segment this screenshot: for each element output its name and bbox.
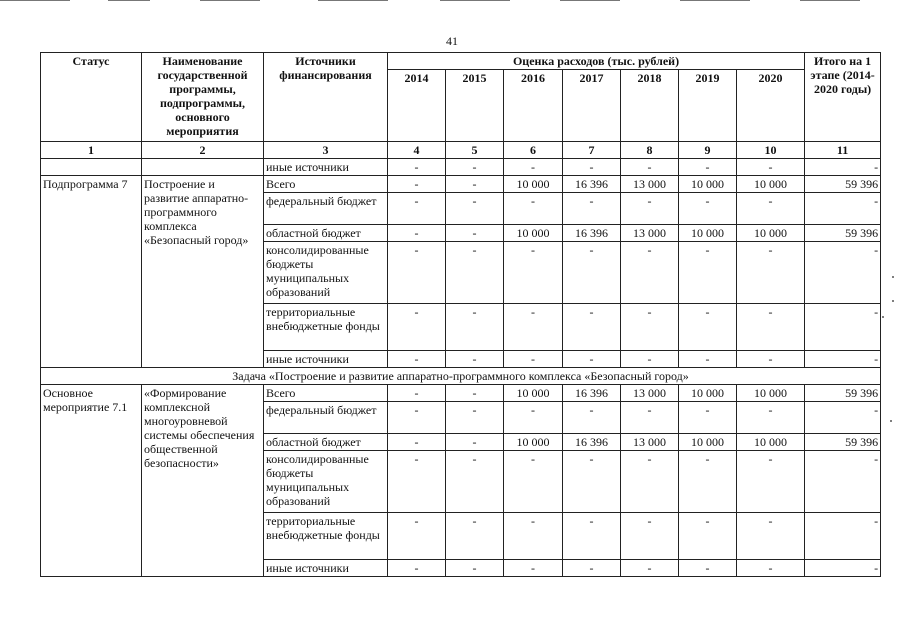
main-event-name: «Формирование комплексной многоуровневой системы обеспечения общественной безопасности» xyxy=(142,385,264,577)
value-cell: - xyxy=(446,385,504,402)
value-cell: - xyxy=(563,242,621,304)
total-cell: - xyxy=(805,451,881,513)
program-name-cell xyxy=(142,159,264,176)
scan-edge-line xyxy=(680,0,750,1)
value-cell: - xyxy=(563,193,621,225)
value-cell: - xyxy=(446,176,504,193)
scan-edge-line xyxy=(108,0,150,1)
value-cell: - xyxy=(563,304,621,351)
table-row xyxy=(41,176,881,193)
source-cell: областной бюджет xyxy=(264,225,388,242)
value-cell: - xyxy=(621,304,679,351)
value-cell: 10 000 xyxy=(679,225,737,242)
value-cell: 10 000 xyxy=(737,176,805,193)
value-cell: - xyxy=(621,451,679,513)
total-cell: - xyxy=(805,402,881,434)
subprogram-status: Подпрограмма 7 xyxy=(41,176,142,368)
header-row xyxy=(41,53,881,70)
header-program-name: Наименование государственной программы, подпрограммы, основного мероприятия xyxy=(142,53,264,142)
total-cell: - xyxy=(805,560,881,577)
value-cell: 10 000 xyxy=(737,434,805,451)
value-cell: - xyxy=(621,242,679,304)
value-cell: - xyxy=(446,434,504,451)
scan-edge-line xyxy=(318,0,388,1)
value-cell: - xyxy=(388,304,446,351)
value-cell: - xyxy=(737,351,805,368)
value-cell: 10 000 xyxy=(504,434,563,451)
total-cell: 59 396 xyxy=(805,176,881,193)
value-cell: - xyxy=(446,560,504,577)
source-cell: областной бюджет xyxy=(264,434,388,451)
column-number: 10 xyxy=(737,142,805,159)
status-cell xyxy=(41,159,142,176)
value-cell: - xyxy=(388,402,446,434)
value-cell: - xyxy=(504,451,563,513)
value-cell: - xyxy=(679,193,737,225)
value-cell: 10 000 xyxy=(679,385,737,402)
value-cell: 13 000 xyxy=(621,225,679,242)
header-year: 2019 xyxy=(679,70,737,142)
column-number-row xyxy=(41,142,881,159)
source-cell: иные источники xyxy=(264,560,388,577)
value-cell: - xyxy=(679,560,737,577)
source-cell: консолидированные бюджеты муниципальных образований xyxy=(264,242,388,304)
value-cell: - xyxy=(737,242,805,304)
value-cell: - xyxy=(737,193,805,225)
header-year: 2015 xyxy=(446,70,504,142)
header-year: 2016 xyxy=(504,70,563,142)
value-cell: - xyxy=(563,560,621,577)
value-cell: 13 000 xyxy=(621,434,679,451)
value-cell: - xyxy=(679,513,737,560)
value-cell: - xyxy=(737,451,805,513)
value-cell: - xyxy=(621,193,679,225)
value-cell: - xyxy=(504,242,563,304)
value-cell: - xyxy=(504,513,563,560)
value-cell: - xyxy=(563,402,621,434)
value-cell: - xyxy=(388,159,446,176)
total-cell: - xyxy=(805,351,881,368)
value-cell: - xyxy=(679,351,737,368)
source-cell: федеральный бюджет xyxy=(264,193,388,225)
value-cell: - xyxy=(563,159,621,176)
value-cell: - xyxy=(446,513,504,560)
value-cell: - xyxy=(446,402,504,434)
value-cell: - xyxy=(679,242,737,304)
value-cell: - xyxy=(504,560,563,577)
header-sources: Источники финансирования xyxy=(264,53,388,142)
column-number: 1 xyxy=(41,142,142,159)
source-cell: Всего xyxy=(264,385,388,402)
total-cell: - xyxy=(805,193,881,225)
value-cell: - xyxy=(621,402,679,434)
value-cell: 16 396 xyxy=(563,176,621,193)
value-cell: - xyxy=(679,451,737,513)
value-cell: - xyxy=(621,351,679,368)
source-cell: консолидированные бюджеты муниципальных образований xyxy=(264,451,388,513)
header-year: 2018 xyxy=(621,70,679,142)
total-cell: - xyxy=(805,513,881,560)
source-cell: иные источники xyxy=(264,159,388,176)
header-year: 2017 xyxy=(563,70,621,142)
source-cell: федеральный бюджет xyxy=(264,402,388,434)
value-cell: 10 000 xyxy=(679,434,737,451)
value-cell: - xyxy=(737,304,805,351)
column-number: 5 xyxy=(446,142,504,159)
value-cell: - xyxy=(388,385,446,402)
scan-edge-line xyxy=(0,0,70,1)
value-cell: - xyxy=(621,560,679,577)
column-number: 8 xyxy=(621,142,679,159)
scan-edge-line xyxy=(200,0,260,1)
value-cell: 10 000 xyxy=(504,225,563,242)
value-cell: 16 396 xyxy=(563,434,621,451)
value-cell: 10 000 xyxy=(737,225,805,242)
scan-edge-line xyxy=(800,0,860,1)
total-cell: - xyxy=(805,304,881,351)
value-cell: - xyxy=(679,402,737,434)
value-cell: 10 000 xyxy=(737,385,805,402)
value-cell: - xyxy=(737,560,805,577)
column-number: 6 xyxy=(504,142,563,159)
total-cell: - xyxy=(805,242,881,304)
value-cell: - xyxy=(388,451,446,513)
source-cell: иные источники xyxy=(264,351,388,368)
header-total: Итого на 1 этапе (2014-2020 годы) xyxy=(805,53,881,142)
value-cell: - xyxy=(563,513,621,560)
value-cell: 16 396 xyxy=(563,385,621,402)
value-cell: 10 000 xyxy=(504,176,563,193)
value-cell: 16 396 xyxy=(563,225,621,242)
value-cell: - xyxy=(388,176,446,193)
value-cell: - xyxy=(737,159,805,176)
value-cell: - xyxy=(446,351,504,368)
value-cell: - xyxy=(504,159,563,176)
value-cell: - xyxy=(388,560,446,577)
value-cell: - xyxy=(504,304,563,351)
value-cell: - xyxy=(737,513,805,560)
scan-edge-line xyxy=(440,0,510,1)
value-cell: 10 000 xyxy=(679,176,737,193)
task-row xyxy=(41,368,881,385)
budget-table xyxy=(40,52,881,577)
header-status: Статус xyxy=(41,53,142,142)
source-cell: территориальные внебюджетные фонды xyxy=(264,513,388,560)
value-cell: 13 000 xyxy=(621,176,679,193)
value-cell: - xyxy=(504,402,563,434)
value-cell: - xyxy=(679,304,737,351)
column-number: 9 xyxy=(679,142,737,159)
header-year: 2020 xyxy=(737,70,805,142)
value-cell: - xyxy=(388,242,446,304)
value-cell: - xyxy=(388,193,446,225)
value-cell: - xyxy=(621,159,679,176)
total-cell: - xyxy=(805,159,881,176)
value-cell: - xyxy=(446,242,504,304)
value-cell: - xyxy=(504,193,563,225)
scan-speck xyxy=(892,300,894,302)
main-event-status: Основное мероприятие 7.1 xyxy=(41,385,142,577)
value-cell: - xyxy=(388,513,446,560)
value-cell: - xyxy=(388,434,446,451)
source-cell: территориальные внебюджетные фонды xyxy=(264,304,388,351)
value-cell: - xyxy=(737,402,805,434)
scan-speck xyxy=(890,420,892,422)
scan-speck xyxy=(882,316,884,318)
column-number: 2 xyxy=(142,142,264,159)
page-number: 41 xyxy=(446,34,458,48)
value-cell: - xyxy=(679,159,737,176)
value-cell: - xyxy=(446,304,504,351)
column-number: 3 xyxy=(264,142,388,159)
scan-speck xyxy=(892,276,894,278)
value-cell: - xyxy=(388,351,446,368)
value-cell: - xyxy=(446,451,504,513)
column-number: 11 xyxy=(805,142,881,159)
source-cell: Всего xyxy=(264,176,388,193)
column-number: 4 xyxy=(388,142,446,159)
value-cell: - xyxy=(563,351,621,368)
scan-edge-line xyxy=(560,0,620,1)
value-cell: - xyxy=(563,451,621,513)
value-cell: - xyxy=(446,159,504,176)
task-title: Задача «Построение и развитие аппаратно-программного комплекса «Безопасный город» xyxy=(41,368,881,385)
total-cell: 59 396 xyxy=(805,434,881,451)
value-cell: - xyxy=(446,225,504,242)
value-cell: 13 000 xyxy=(621,385,679,402)
value-cell: - xyxy=(504,351,563,368)
total-cell: 59 396 xyxy=(805,225,881,242)
total-cell: 59 396 xyxy=(805,385,881,402)
value-cell: - xyxy=(446,193,504,225)
table-row xyxy=(41,385,881,402)
value-cell: 10 000 xyxy=(504,385,563,402)
subprogram-name: Построение и развитие аппаратно-программного комплекса «Безопасный город» xyxy=(142,176,264,368)
value-cell: - xyxy=(388,225,446,242)
table-row xyxy=(41,159,881,176)
column-number: 7 xyxy=(563,142,621,159)
value-cell: - xyxy=(621,513,679,560)
header-expenses: Оценка расходов (тыс. рублей) xyxy=(388,53,805,70)
header-year: 2014 xyxy=(388,70,446,142)
